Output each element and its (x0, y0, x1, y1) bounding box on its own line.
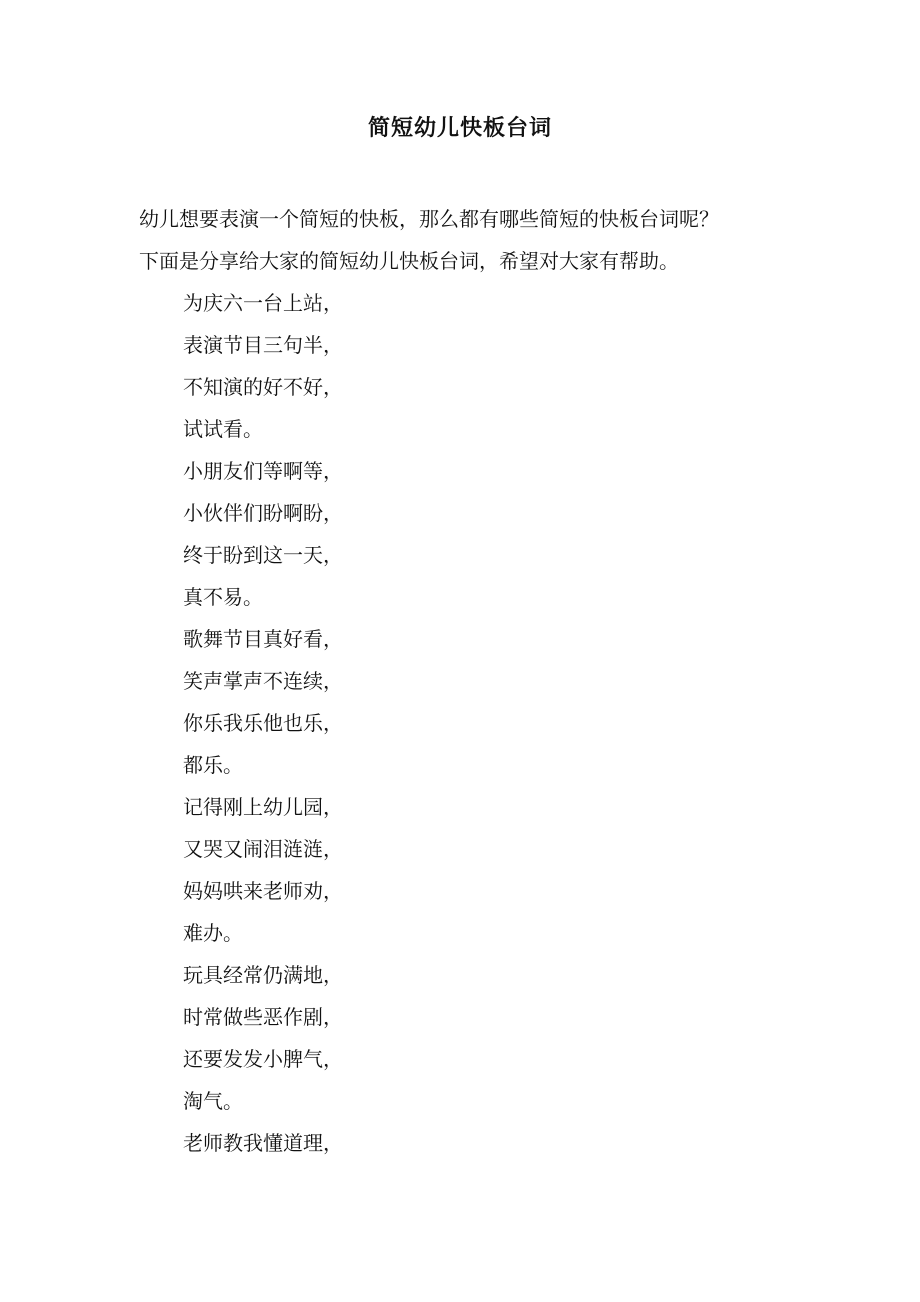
verse-line: 又哭又闹泪涟涟， (183, 837, 343, 861)
verse-list (183, 282, 743, 1164)
verse-line: 淘气。 (183, 1089, 243, 1113)
verse-line: 记得刚上幼儿园， (183, 795, 343, 819)
verse-line: 老师教我懂道理， (183, 1131, 343, 1155)
verse-line: 不知演的好不好， (183, 375, 343, 399)
verse-line: 时常做些恶作剧， (183, 1005, 343, 1029)
intro-paragraph (139, 198, 799, 282)
verse-line: 难办。 (183, 921, 243, 945)
verse-line: 表演节目三句半， (183, 333, 343, 357)
verse-line: 试试看。 (183, 417, 263, 441)
verse-line: 都乐。 (183, 753, 243, 777)
intro-line: 幼儿想要表演一个简短的快板，那么都有哪些简短的快板台词呢？ (139, 207, 719, 231)
verse-line: 笑声掌声不连续， (183, 669, 343, 693)
verse-line: 歌舞节目真好看， (183, 627, 343, 651)
verse-line: 玩具经常仍满地， (183, 963, 343, 987)
verse-line: 为庆六一台上站， (183, 291, 343, 315)
intro-line: 下面是分享给大家的简短幼儿快板台词，希望对大家有帮助。 (139, 249, 679, 273)
verse-line: 终于盼到这一天， (183, 543, 343, 567)
verse-line: 真不易。 (183, 585, 263, 609)
document-title: 简短幼儿快板台词 (367, 115, 552, 141)
verse-line: 小朋友们等啊等， (183, 459, 343, 483)
verse-line: 还要发发小脾气， (183, 1047, 343, 1071)
verse-line: 你乐我乐他也乐， (183, 711, 343, 735)
verse-line: 小伙伴们盼啊盼， (183, 501, 343, 525)
verse-line: 妈妈哄来老师劝， (183, 879, 343, 903)
